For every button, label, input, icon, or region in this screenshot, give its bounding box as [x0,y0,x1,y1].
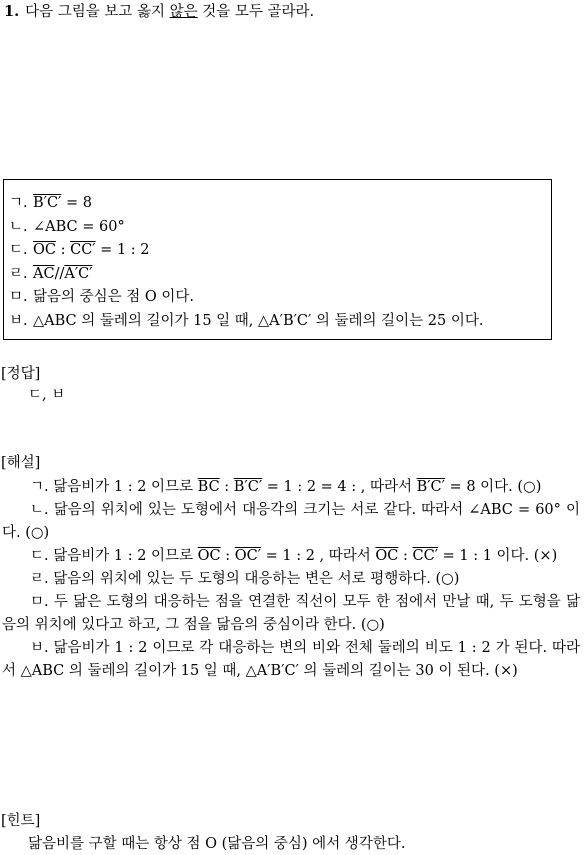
text-segment: : [219,479,234,495]
overlined-segment: $\overline{AC}$ [33,265,55,282]
text-segment: ㄷ. 닮음비가 1 : 2 이므로 [30,548,198,564]
question-prefix: 다음 그림을 보고 옳지 [25,4,170,20]
overlined-segment: $\overline{OC}$ [197,548,221,564]
question-number: 1. [4,3,20,20]
statement-label: ㄹ. [9,265,28,282]
statement-item [9,310,551,334]
overlined-segment: CC′ [412,548,438,564]
text-segment: ㅂ. 닮음비가 1 : 2 이므로 각 대응하는 변의 비와 전체 둘레의 비도 1 : 2 가 된다. 따라서 △ABC 의 둘레의 길이가 15 일 때, △A′B′C′ 의 둘레의 길이는 30 이 된다. (×) [2,640,580,679]
text-segment: ㅁ. 두 닮은 도형의 대응하는 점을 연결한 직선이 모두 한 점에서 만날 때, 두 도형을 닮음의 위치에 있다고 하고, 그 점을 닮음의 중심이라 한다. (○) [2,594,580,633]
explanation-paragraph [2,499,580,545]
question-suffix: 것을 모두 골라라. [197,4,315,20]
question-underlined-word: 않은 [169,4,198,20]
statement-label: ㄴ. [9,218,28,235]
hint-heading: [힌트] [1,813,41,829]
text-segment: = 1 : 1 이다. (×) [438,548,558,564]
explanation-paragraph [2,476,580,499]
text-segment: ∠ABC = 60° [33,218,125,235]
statement-item [9,216,551,240]
explanation-body [2,476,580,683]
statement-item [9,286,551,310]
overlined-segment: $\overline{OC}$ [33,242,56,258]
text-segment: ㄱ. 닮음비가 1 : 2 이므로 [30,479,198,495]
overlined-segment: B′C′ [33,195,62,211]
text-segment: // [54,265,65,282]
hint-text: 닮음비를 구할 때는 항상 점 O (닮음의 중심) 에서 생각한다. [28,836,406,852]
text-segment: : [55,242,71,258]
text-segment: : [398,548,413,564]
text-segment: ㄴ. 닮음의 위치에 있는 도형에서 대응각의 크기는 서로 같다. 따라서 ∠ABC = 60° 이다. (○) [2,502,580,541]
statement-item [9,239,551,263]
overlined-segment: $\overline{OC}$ [375,548,399,564]
overlined-segment: $\overline{BC}$ [197,479,220,495]
explanation-paragraph [2,591,580,637]
answer-value: ㄷ, ㅂ [28,387,66,403]
explanation-paragraph [2,637,580,683]
text-segment: = 1 : 2 , 따라서 [261,548,376,564]
statement-label: ㄷ. [9,242,28,258]
text-segment: = 1 : 2 = 4 : , 따라서 [262,479,417,495]
text-segment: = 8 [61,195,92,211]
overlined-segment: B′C′ [416,479,445,495]
statements-box [3,179,552,340]
explanation-paragraph [2,545,580,568]
text-segment: 닮음의 중심은 점 O 이다. [33,289,194,305]
statement-label: ㅂ. [9,312,28,329]
statement-item [9,192,551,216]
text-segment: = 1 : 2 [95,242,150,258]
overlined-segment: OC′ [234,548,262,564]
question-title [4,2,314,22]
statement-item [9,263,551,287]
overlined-segment: B′C′ [233,479,263,495]
overlined-segment: A′C′ [64,265,93,282]
overlined-segment: CC′ [70,242,96,258]
explanation-heading: [해설] [1,455,41,471]
explanation-paragraph [2,568,580,591]
text-segment: = 8 이다. (○) [444,479,542,495]
text-segment: ㄹ. 닮음의 위치에 있는 두 도형의 대응하는 변은 서로 평행하다. (○) [30,571,460,587]
statement-label: ㅁ. [9,289,28,305]
text-segment: : [220,548,235,564]
answer-heading: [정답] [1,366,41,382]
statement-label: ㄱ. [9,195,28,211]
text-segment: △ABC 의 둘레의 길이가 15 일 때, △A′B′C′ 의 둘레의 길이는 25 이다. [33,312,484,329]
